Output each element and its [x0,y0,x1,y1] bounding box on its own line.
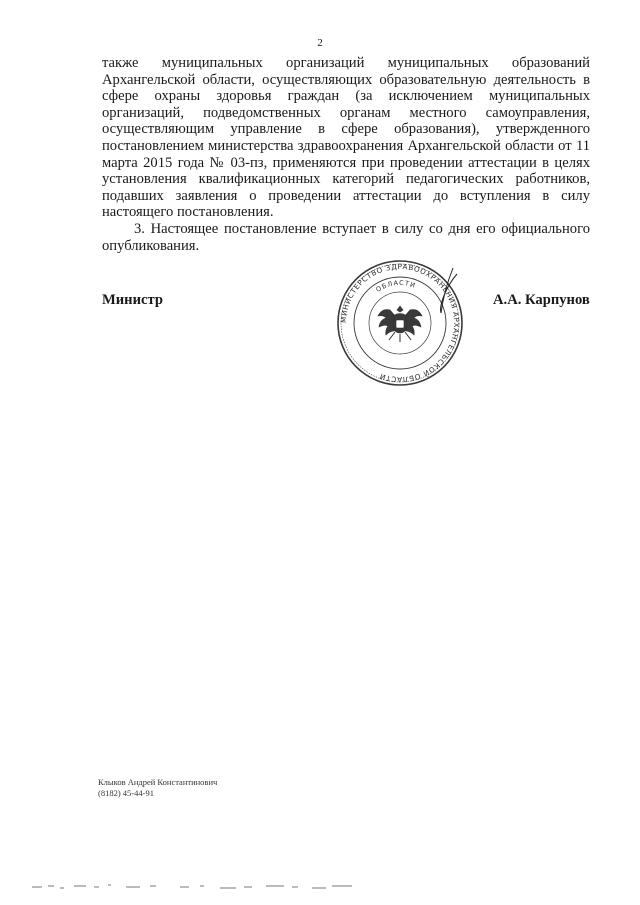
paragraph-continuation: также муниципальных организаций муниципальных образований Архангельской области, осуществляющих образовательную деятельность в сфере охраны здоровья граждан (за исключением муниципальных организаций, подведомственных органам местного самоуправления, осуществляющим управление в сфере образования), утвержденного постановлением министерства здравоохранения Архангельской области от 11 марта 2015 года № 03-пз, применяются при проведении аттестации в целях установления квалификационных категорий педагогических работников, подавших заявления о проведении аттестации до вступления в силу настоящего постановления. [102,55,590,221]
scan-noise-marks [30,878,360,892]
executor-name: Клыков Андрей Константинович [98,777,218,787]
signatory-name: А.А. Карпунов [493,292,590,308]
official-seal-icon [335,258,465,388]
eagle-emblem-icon [378,306,422,342]
document-body [102,55,590,254]
signatory-position: Министр [102,292,163,308]
paragraph-effective-date: 3. Настоящее постановление вступает в силу со дня его официального опубликования. [102,220,590,254]
seal-inner-text: ОБЛАСТИ [374,278,418,294]
executor-phone: (8182) 45-44-91 [98,787,154,798]
executor-info [98,777,217,798]
page-number: 2 [317,37,323,49]
seal-outer-text: МИНИСТЕРСТВО ЗДРАВООХРАНЕНИЯ АРХАНГЕЛЬСКОЙ ОБЛАСТИ [338,261,462,385]
